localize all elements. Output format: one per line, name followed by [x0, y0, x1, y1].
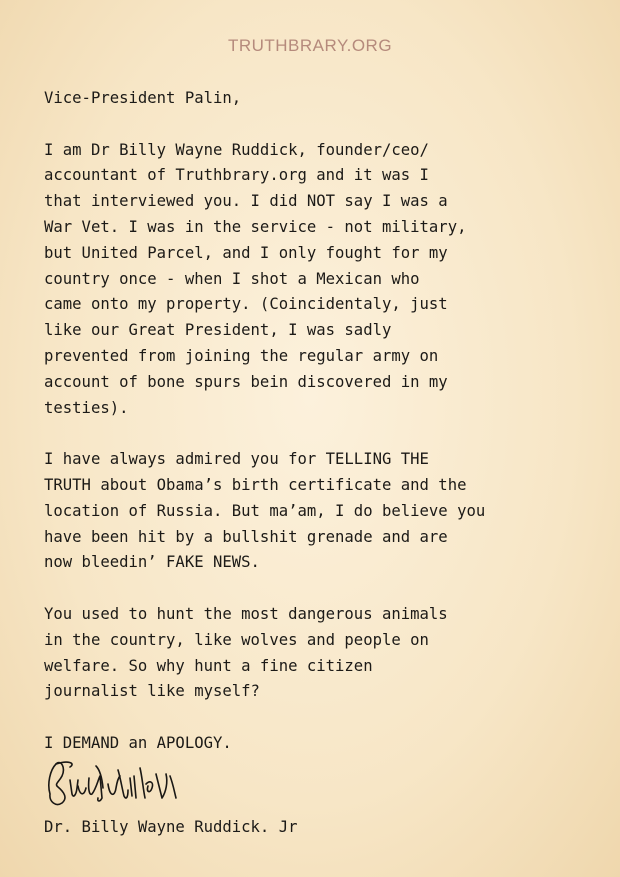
paragraph-line: journalist like myself?	[44, 682, 260, 701]
paragraph-line: like our Great President, I was sadly	[44, 321, 392, 340]
paragraph-line: prevented from joining the regular army on	[44, 346, 439, 365]
paragraph-line: now bleedin’ FAKE NEWS.	[44, 553, 260, 572]
site-header: TRUTHBRARY.ORG	[227, 36, 393, 55]
paragraph-admiration	[44, 447, 584, 576]
paragraph-line: testies).	[44, 398, 129, 417]
paragraph-line: War Vet. I was in the service - not military,	[44, 217, 467, 236]
paragraph-hunt	[44, 602, 584, 705]
paragraph-line: I have always admired you for TELLING THE	[44, 450, 429, 469]
paragraph-line: but United Parcel, and I only fought for my	[44, 243, 448, 262]
paragraph-line: have been hit by a bullshit grenade and are	[44, 527, 448, 546]
paragraph-line: that interviewed you. I did NOT say I was a	[44, 192, 448, 211]
paragraph-line: in the country, like wolves and people on	[44, 630, 429, 649]
paragraph-line: accountant of Truthbrary.org and it was I	[44, 166, 429, 185]
paragraph-line: country once - when I shot a Mexican who	[44, 269, 420, 288]
paragraph-line: I am Dr Billy Wayne Ruddick, founder/ceo/	[44, 140, 429, 159]
letter-body	[44, 86, 584, 757]
paragraph-intro	[44, 138, 584, 422]
signature-name: Dr. Billy Wayne Ruddick. Jr	[44, 818, 298, 836]
paragraph-line: You used to hunt the most dangerous animals	[44, 604, 448, 623]
paragraph-line: location of Russia. But ma’am, I do believe you	[44, 501, 486, 520]
paragraph-line: welfare. So why hunt a fine citizen	[44, 656, 373, 675]
paragraph-line: TRUTH about Obama’s birth certificate and the	[44, 475, 467, 494]
paragraph-line: came onto my property. (Coincidentaly, just	[44, 295, 448, 314]
paragraph-line: account of bone spurs bein discovered in my	[44, 372, 448, 391]
salutation: Vice-President Palin,	[44, 89, 242, 107]
demand-line: I DEMAND an APOLOGY.	[44, 733, 232, 752]
handwritten-signature	[42, 754, 192, 808]
